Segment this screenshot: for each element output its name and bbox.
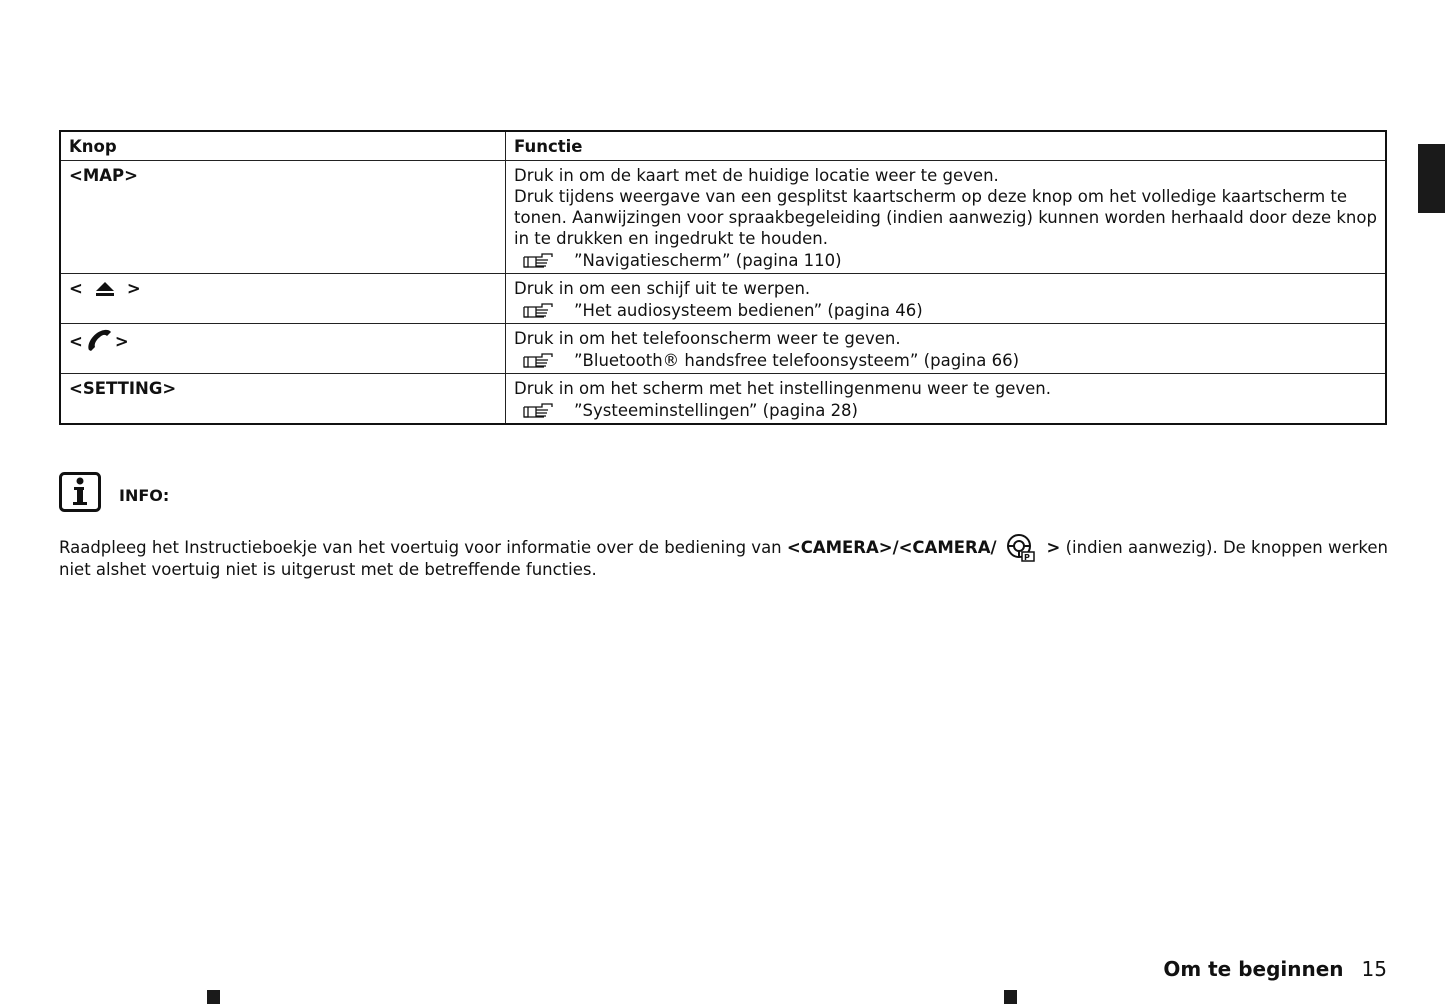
functie-cell — [506, 274, 1387, 324]
knop-map: <MAP> — [60, 161, 506, 274]
knop-prefix: < — [69, 331, 83, 351]
info-icon — [59, 472, 101, 512]
functie-line: Druk in om het telefoonscherm weer te geven. — [514, 329, 901, 348]
camera-button-close: > — [1046, 538, 1061, 557]
table-row — [60, 274, 1386, 324]
section-title: Om te beginnen — [1163, 957, 1344, 981]
info-text-after: (indien aanwezig). De knoppen werken niet alshet voertuig niet is uitgerust met de betreffende functies. — [59, 538, 1388, 579]
info-paragraph — [59, 537, 1389, 581]
knop-prefix: < — [69, 279, 83, 298]
page-number: 15 — [1361, 957, 1387, 981]
table-row — [60, 374, 1386, 425]
phone-icon — [85, 328, 113, 354]
reference-text: ”Navigatiescherm” (pagina 110) — [574, 251, 842, 270]
functie-line: Druk tijdens weergave van een gesplitst kaartscherm op deze knop om het volledige kaartscherm te tonen. Aanwijzingen voor spraakbegeleiding (indien aanwezig) kunnen worden herhaald door deze knop in te drukken en ingedrukt te houden. — [514, 187, 1377, 248]
info-block — [59, 472, 169, 512]
pointing-hand-icon — [522, 251, 554, 270]
knop-eject — [60, 274, 506, 324]
header-functie: Functie — [506, 131, 1387, 161]
functie-cell — [506, 161, 1387, 274]
camera-button-label: <CAMERA>/<CAMERA/ — [786, 538, 997, 557]
reference-line — [514, 300, 1377, 321]
eject-icon — [95, 280, 115, 298]
table-header-row — [60, 131, 1386, 161]
info-text-before: Raadpleeg het Instructieboekje van het voertuig voor informatie over de bediening van — [59, 538, 787, 557]
reference-line — [514, 250, 1377, 271]
svg-text:P: P — [1023, 552, 1030, 562]
pointing-hand-icon — [522, 401, 554, 420]
knop-suffix: > — [126, 279, 141, 298]
reference-line — [514, 400, 1377, 421]
button-function-table — [59, 130, 1387, 425]
table-row — [60, 324, 1386, 374]
camera-steering-icon — [1005, 533, 1037, 563]
functie-cell — [506, 374, 1387, 425]
functie-line: Druk in om de kaart met de huidige locatie weer te geven. — [514, 166, 999, 185]
knop-phone — [60, 324, 506, 374]
reference-text: ”Bluetooth® handsfree telefoonsysteem” (pagina 66) — [574, 351, 1020, 370]
info-label: INFO: — [119, 485, 170, 505]
reference-text: ”Het audiosysteem bedienen” (pagina 46) — [574, 301, 923, 320]
reference-text: ”Systeeminstellingen” (pagina 28) — [574, 401, 858, 420]
functie-cell — [506, 324, 1387, 374]
pointing-hand-icon — [522, 301, 554, 320]
table-row — [60, 161, 1386, 274]
crop-mark-right — [1004, 990, 1017, 1004]
reference-line — [514, 350, 1377, 371]
section-tab-marker — [1418, 144, 1445, 213]
functie-line: Druk in om het scherm met het instellingenmenu weer te geven. — [514, 379, 1051, 398]
knop-suffix: > — [114, 331, 129, 351]
knop-setting: <SETTING> — [60, 374, 506, 425]
crop-mark-left — [207, 990, 220, 1004]
page-footer — [1163, 957, 1387, 981]
header-knop: Knop — [60, 131, 506, 161]
functie-line: Druk in om een schijf uit te werpen. — [514, 279, 811, 298]
pointing-hand-icon — [522, 351, 554, 370]
